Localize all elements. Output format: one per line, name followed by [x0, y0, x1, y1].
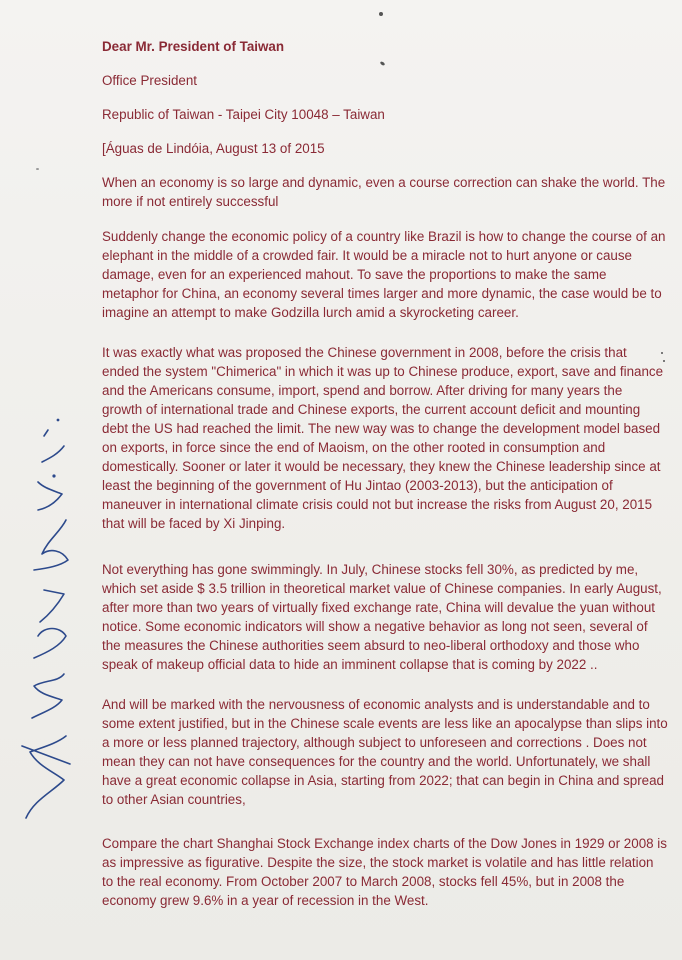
paragraph-2 [102, 227, 664, 322]
paragraph-line: have a great economic collapse in Asia, starting from 2022; that can begin in China and spread [102, 773, 665, 788]
paragraph-line: domestically. Sooner or later it would be necessary, they knew the Chinese leadership since at [102, 459, 661, 474]
paragraph-line: ended the system "Chimerica" in which it was up to Chinese produce, export, save and finance [102, 364, 664, 379]
paper-speck [661, 352, 663, 354]
paragraph-line: speak of makeup official data to hide an imminent collapse that is coming by 2022 .. [102, 657, 598, 672]
paragraph-6 [102, 834, 667, 910]
paragraph-line: and the Americans consume, import, spend and borrow. After driving for many years the [102, 383, 623, 398]
paragraph-line: more if not entirely successful [102, 194, 279, 209]
paragraph-line: notice. Some economic indicators will show a negative behavior as long not seen, several of [102, 619, 648, 634]
paragraph-line: debt the US had reached the limit. The new way was to change the development model based [102, 421, 661, 436]
paragraph-5 [102, 695, 668, 809]
paragraph-line: on exports, in force since the end of Maoism, on the other rooted in consumption and [102, 440, 606, 455]
date-line: [Águas de Lindóia, August 13 of 2015 [102, 141, 325, 156]
salutation: Dear Mr. President of Taiwan [102, 39, 285, 54]
paragraph-line: maneuver in international climate crisis could not but increase the risks from August 20, 2015 [102, 497, 653, 512]
paragraph-line: When an economy is so large and dynamic, even a course correction can shake the world. The [102, 175, 666, 190]
paragraph-line: Not everything has gone swimmingly. In July, Chinese stocks fell 30%, as predicted by me, [102, 562, 639, 577]
paper-speck [380, 61, 386, 66]
paragraph-line: And will be marked with the nervousness of economic analysts and is understandable and to [102, 697, 650, 712]
paragraph-line: damage, even for an experienced mahout. To save the proportions to make the same [102, 267, 607, 282]
paragraph-line: It was exactly what was proposed the Chinese government in 2008, before the crisis that [102, 345, 627, 360]
paragraph-line: least the beginning of the government of Hu Jintao (2003-2013), but the anticipation of [102, 478, 613, 493]
paragraph-line: the measures the Chinese authorities seem absurd to neo-liberal orthodoxy and those who [102, 638, 640, 653]
paragraph-line: Compare the chart Shanghai Stock Exchange index charts of the Dow Jones in 1929 or 2008 is [102, 836, 667, 851]
paragraph-line: as impressive as figurative. Despite the size, the stock market is volatile and has little relation [102, 855, 654, 870]
paragraph-line: to the real economy. From October 2007 to March 2008, stocks fell 45%, but in 2008 the [102, 874, 625, 889]
handwritten-signature [4, 400, 90, 830]
paragraph-line: economy grew 9.6% in a year of recession in the West. [102, 893, 429, 908]
paragraph-1 [102, 173, 664, 211]
paragraph-line: a more or less planned trajectory, although subject to unforeseen and corrections . Does not [102, 735, 647, 750]
paragraph-line: that will be faced by Xi Jinping. [102, 516, 286, 531]
paragraph-line: after more than two years of virtually fixed exchange rate, China will devalue the yuan without [102, 600, 656, 615]
address-line: Republic of Taiwan - Taipei City 10048 – Taiwan [102, 107, 385, 122]
paragraph-line: some extent justified, but in the Chinese scale events are less like an apocalypse than slips into [102, 716, 668, 731]
paragraph-4 [102, 560, 664, 674]
paragraph-line: Suddenly change the economic policy of a country like Brazil is how to change the course of an [102, 229, 666, 244]
paragraph-line: to other Asian countries, [102, 792, 246, 807]
paragraph-line: imagine an attempt to make Godzilla lurch amid a skyrocketing career. [102, 305, 519, 320]
paragraph-line: which set aside $ 3.5 trillion in theoretical market value of Chinese companies. In early August, [102, 581, 662, 596]
paragraph-line: elephant in the middle of a crowded fair. It would be a miracle not to hurt anyone or cause [102, 248, 632, 263]
paragraph-3 [102, 343, 664, 533]
paragraph-line: growth of international trade and Chinese exports, the current account deficit and mounting [102, 402, 641, 417]
paper-speck [663, 360, 665, 362]
paper-speck [36, 168, 39, 170]
paragraph-line: mean they can not have consequences for the country and the world. Unfortunately, we shall [102, 754, 651, 769]
paragraph-line: metaphor for China, an economy several times larger and more dynamic, the case would be to [102, 286, 662, 301]
paper-speck [379, 12, 383, 16]
office-line: Office President [102, 73, 198, 88]
